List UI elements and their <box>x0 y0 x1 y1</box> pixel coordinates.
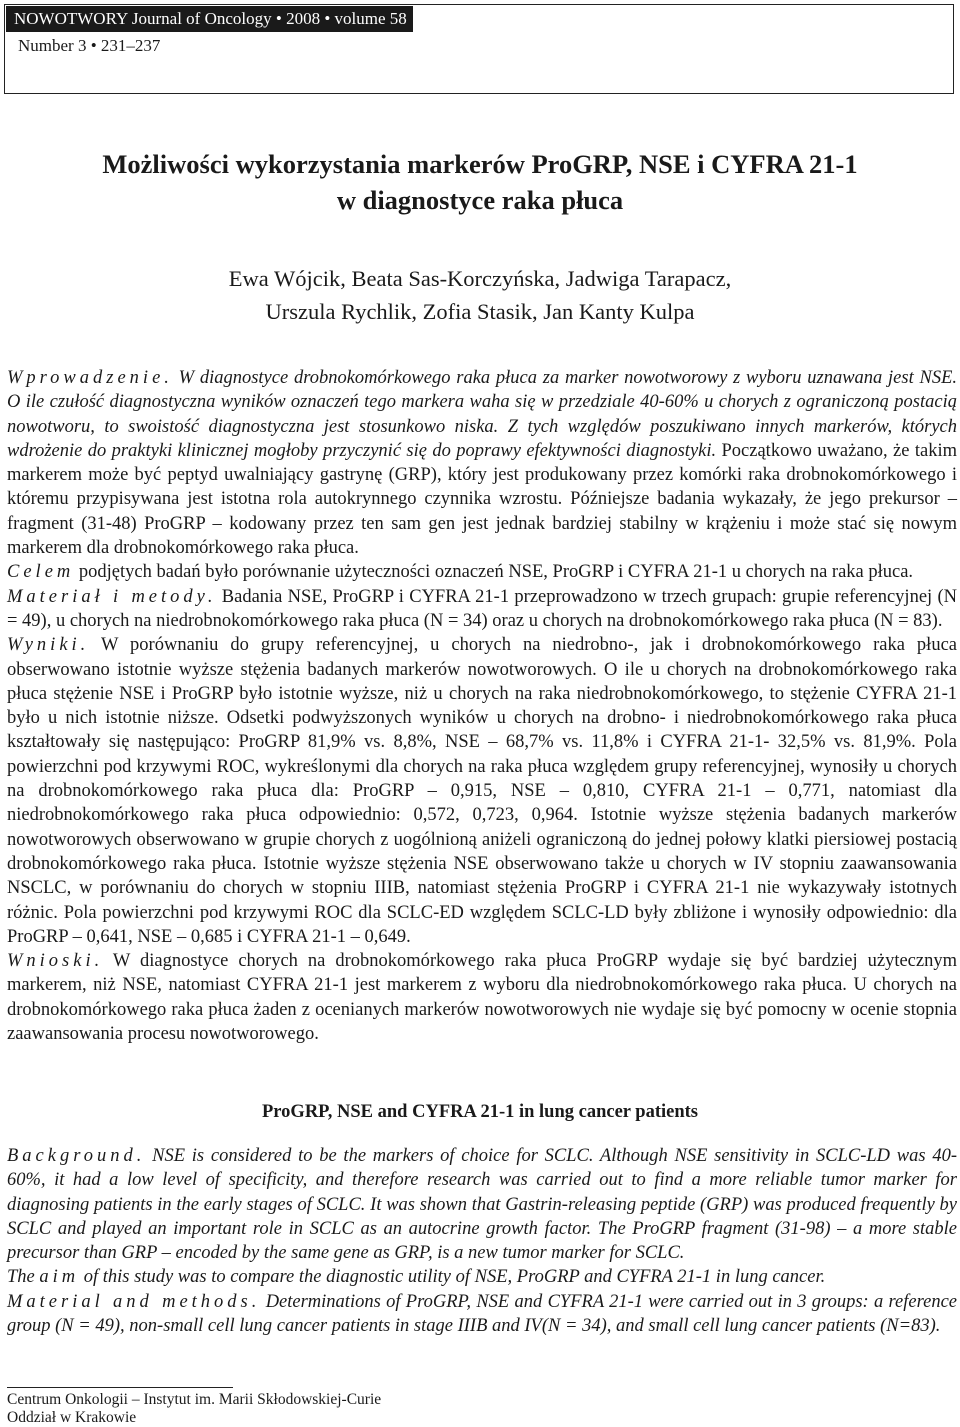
author-list-line-1: Ewa Wójcik, Beata Sas-Korczyńska, Jadwiga Tarapacz, <box>228 266 732 291</box>
abstract-section-results <box>7 633 957 949</box>
abstract-en-section-aim <box>7 1265 957 1289</box>
affiliation-line-1: Centrum Onkologii – Instytut im. Marii Skłodowskiej-Curie <box>7 1391 382 1408</box>
section-label-results: Wyniki. <box>7 635 90 656</box>
author-list <box>0 262 960 328</box>
journal-issue-pages: Number 3 • 231–237 <box>18 36 161 55</box>
abstract-en-section-methods <box>7 1290 957 1339</box>
section-text-aim: podjętych badań było porównanie użyteczności oznaczeń NSE, ProGRP i CYFRA 21-1 u chorych na raka płuca. <box>74 562 914 583</box>
journal-name: NOWOTWORY Journal of Oncology • 2008 • volume 58 <box>6 6 413 32</box>
section-label-methods-en: Material and methods. <box>7 1291 261 1312</box>
section-label-methods: Materiał i metody. <box>7 586 217 607</box>
section-text-results: W porównaniu do grupy referencyjnej, u chorych na niedrobno-, jak i drobnokomórkowego raka płuca obserwowano istotnie wyższe stężenia badanych markerów nowotworowych. O ile u chorych na drobnokomórkowego raka płuca stężenie NSE i ProGRP było istotnie wyższe, niż u chorych na raka niedrobnokomórkowego, to stężenie CYFRA 21-1 było u nich istotnie niższe. Odsetki podwyższonych wyników u chorych na drobno- i niedrobnokomórkowego raka płuca kształtowały się następująco: ProGRP 81,9% vs. 8,8%, NSE – 68,7% vs. 11,8% i CYFRA 21-1- 32,5% vs. 81,9%. Pola powierzchni pod krzywymi ROC, wykreślonymi dla chorych na raka płuca względem grupy referencyjnej, wynosiły u chorych na drobnokomórkowego raka płuca dla: ProGRP – 0,915, NSE – 0,810, CYFRA 21-1 – 0,771, natomiast dla niedrobnokomórkowego raka płuca odpowiednio: 0,572, 0,723, 0,964. Istotnie wyższe stężenia badanych markerów nowotworowych obserwowano w grupie chorych z uogólnioną aniżeli ograniczoną do jednej połowy klatki piersiowej postacią drobnokomórkowego raka płuca. Istotnie wyższe stężenia NSE obserwowano także u chorych w IV stopniu zaawansowania NSCLC, w porównaniu do chorych w stopniu IIIB, natomiast stężenia ProGRP i CYFRA 21-1 nie wykazywały istotnych różnic. Pola powierzchni pod krzywymi ROC dla SCLC-ED względem SCLC-LD były zbliżone i wynosiły odpowiednio: dla ProGRP – 0,641, NSE – 0,685 i CYFRA 21-1 – 0,649. <box>7 635 957 947</box>
author-list-line-2: Urszula Rychlik, Zofia Stasik, Jan Kanty Kulpa <box>265 299 695 324</box>
section-text-intro: W diagnostyce drobnokomórkowego raka płuca za marker nowotworowy z wyboru uznawana jest NSE. O ile czułość diagnostyczna wyników oznaczeń tego markera waha się w przedziale 40-60% u chorych z ograniczoną postacią nowotworu, to swoistość diagnostyczna jest stosunkowo niska. Z tych względów poszukiwano innych markerów, których wdrożenie do praktyki klinicznej mogłoby przyczynić się do poprawy efektywności diagnostyki. <box>7 368 957 461</box>
article-title <box>0 146 960 218</box>
section-label-conclusions: Wnioski. <box>7 951 104 972</box>
section-text-background: NSE is considered to be the markers of choice for SCLC. Although NSE sensitivity in SCLC-LD was 40-60%, it had a low level of specificity, and therefore research was carried out to find a more reliable tumor marker for diagnosing patients in the early stages of SCLC. It was shown that Gastrin-releasing peptide (GRP) was produced frequently by SCLC and played an important role in SCLC as an autocrine growth factor. The ProGRP fragment (31-98) – a more stable precursor than GRP – encoded by the same gene as GRP, is a new tumor marker for SCLC. <box>7 1146 957 1264</box>
abstract-section-aim <box>7 560 957 584</box>
section-text-methods: Badania NSE, ProGRP i CYFRA 21-1 przeprowadzono w trzech grupach: grupie referencyjnej (N = 49), u chorych na niedrobnokomórkowego raka płuca (N = 34) oraz u chorych na drobnokomórkowego raka płuca (N = 83). <box>7 586 957 631</box>
affiliation-line-2: Oddział w Krakowie <box>7 1409 137 1426</box>
section-text-intro-2: Początkowo uważano, że takim markerem może być peptyd uwalniający gastrynę (GRP), który jest produkowany przez komórki raka drobnokomórkowego i któremu przypisywana jest istotna rola autokrynnego czynnika wzrostu. Późniejsze badania wykazały, że jego prekursor – fragment (31-48) ProGRP – kodowany przez ten sam gen jest jednak bardziej stabilny w krążeniu i może stać się nowym markerem dla drobnokomórkowego raka płuca. <box>7 440 957 559</box>
english-title: ProGRP, NSE and CYFRA 21-1 in lung cancer patients <box>262 1102 698 1122</box>
article-title-line-2: w diagnostyce raka płuca <box>336 185 624 215</box>
section-text-conclusions: W diagnostyce chorych na drobnokomórkowego raka płuca ProGRP wydaje się być bardziej użytecznym markerem, niż NSE, natomiast CYFRA 21-1 jest markerem z wyboru dla niedrobnokomórkowego raka płuca. U chorych na drobnokomórkowego raka płuca żaden z ocenianych markerów nowotworowych nie wydaje się być pomocny w ocenie stopnia zaawansowania procesu nowotworowego. <box>7 951 957 1045</box>
section-label-intro: Wprowadzenie. <box>7 368 173 388</box>
affiliation-footnote <box>7 1391 381 1427</box>
abstract-english <box>7 1144 957 1338</box>
section-text-aim-en: of this study was to compare the diagnostic utility of NSE, ProGRP and CYFRA 21-1 in lung cancer. <box>79 1267 826 1288</box>
abstract-section-conclusions <box>7 949 957 1046</box>
section-label-aim: Celem <box>7 562 75 583</box>
footnote-divider <box>7 1387 233 1388</box>
article-title-line-1: Możliwości wykorzystania markerów ProGRP, NSE i CYFRA 21-1 <box>102 149 858 179</box>
section-label-background: Background. <box>7 1146 146 1166</box>
section-prefix-aim: The <box>7 1267 40 1288</box>
section-text-methods-en: Determinations of ProGRP, NSE and CYFRA 21-1 were carried out in 3 groups: a reference group (N = 49), non-small cell lung cancer patients in stage IIIB and IV(N = 34), and small cell lung cancer patients (N=83). <box>7 1291 957 1337</box>
abstract-section-intro <box>7 366 957 560</box>
abstract-en-section-background <box>7 1144 957 1265</box>
section-label-aim-en: aim <box>39 1267 80 1288</box>
abstract-section-methods <box>7 585 957 634</box>
abstract-polish <box>7 366 957 1046</box>
